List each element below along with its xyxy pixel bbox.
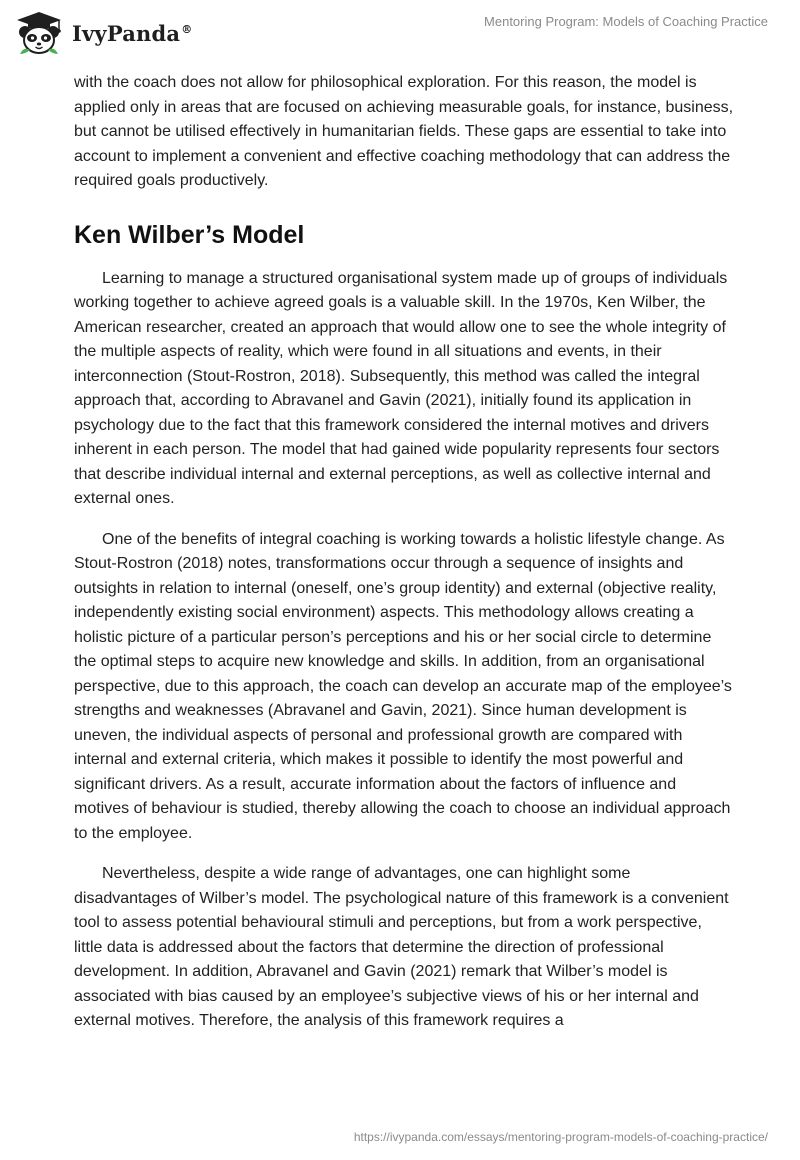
section-heading: Ken Wilber’s Model xyxy=(74,220,305,249)
page-header xyxy=(0,0,800,70)
ivypanda-logo[interactable] xyxy=(14,10,192,56)
essay-body xyxy=(74,71,734,1050)
body-paragraph-2: One of the benefits of integral coaching is working towards a holistic lifestyle change. As Stout-Rostron (2018) notes, transformations occur through a sequence of insights and outsights in relation to internal (oneself, one’s group identity) and external (objective reality, independently existing social environment) aspects. This methodology allows creating a holistic picture of a particular person’s perceptions and his or her social circle to determine the optimal steps to acquire new knowledge and skills. In addition, from an organisational perspective, due to this approach, the coach can develop an accurate map of the employee’s strengths and weaknesses (Abravanel and Gavin, 2021). Since human development is uneven, the individual aspects of personal and professional growth are compared with internal and external criteria, which makes it possible to identify the most powerful and significant drivers. As a result, accurate information about the factors of influence and motives of behaviour is studied, thereby allowing the coach to choose an individual approach to the employee. xyxy=(74,530,732,842)
source-url[interactable]: https://ivypanda.com/essays/mentoring-program-models-of-coaching-practice/ xyxy=(353,1130,768,1144)
document-title: Mentoring Program: Models of Coaching Practice xyxy=(484,14,768,29)
panda-graduate-icon xyxy=(14,10,64,56)
intro-paragraph: with the coach does not allow for philosophical exploration. For this reason, the model is applied only in areas that are focused on achieving measurable goals, for instance, business, but cannot be utilised effectively in humanitarian fields. These gaps are essential to take into account to implement a convenient and effective coaching methodology that can address the required goals productively. xyxy=(74,74,734,189)
brand-name: IvyPanda® xyxy=(72,20,193,46)
body-paragraph-3: Nevertheless, despite a wide range of advantages, one can highlight some disadvantages of Wilber’s model. The psychological nature of this framework is a convenient tool to assess potential behavioural stimuli and perceptions, but from a work perspective, little data is addressed about the factors that determine the direction of professional development. In addition, Abravanel and Gavin (2021) remark that Wilber’s model is associated with bias caused by an employee’s subjective views of his or her internal and external motives. Therefore, the analysis of this framework requires a xyxy=(74,865,729,1029)
body-paragraph-1: Learning to manage a structured organisational system made up of groups of individuals working together to achieve agreed goals is a valuable skill. In the 1970s, Ken Wilber, the American researcher, created an approach that would allow one to see the whole integrity of the multiple aspects of reality, which were found in all situations and events, in their interconnection (Stout-Rostron, 2018). Subsequently, this method was called the integral approach that, according to Abravanel and Gavin (2021), initially found its application in psychology due to the fact that this framework considered the internal motives and drivers inherent in each person. The model that had gained wide popularity represents four sectors that describe individual internal and external perceptions, as well as collective internal and external ones. xyxy=(74,269,728,507)
